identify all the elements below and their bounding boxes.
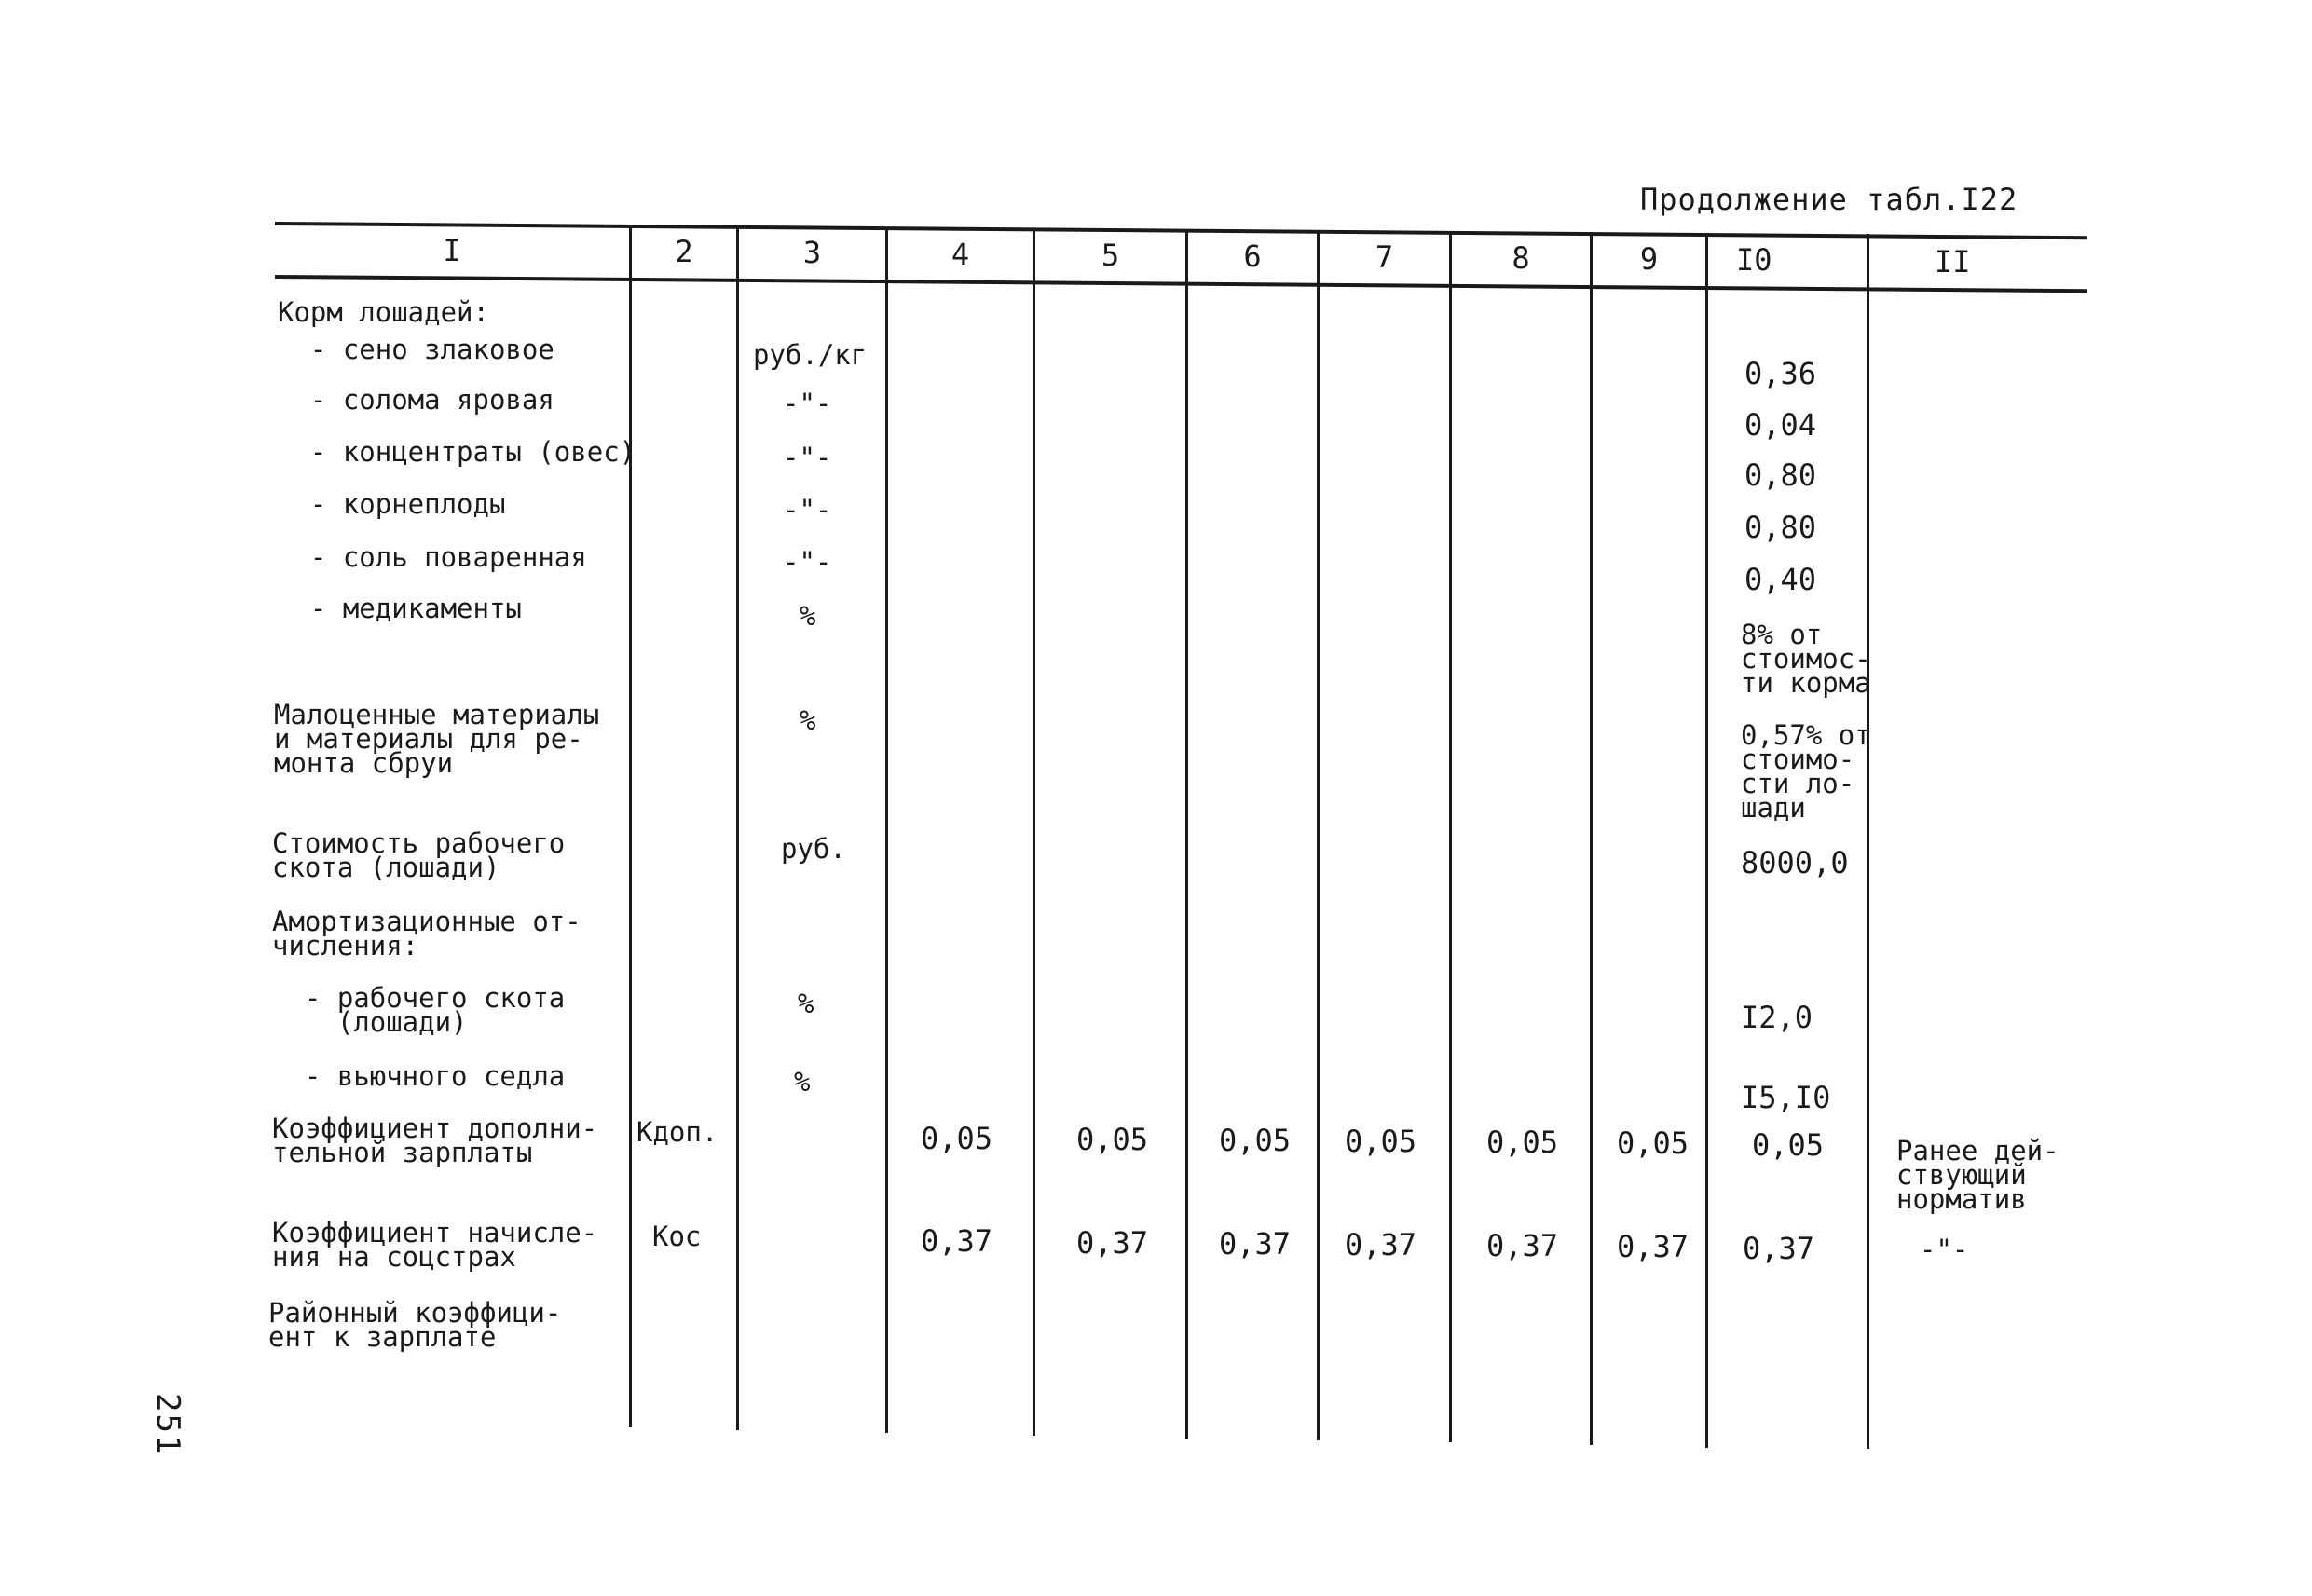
header-cell-col-6: 6 [1243,239,1262,274]
header-cell-col-10: I0 [1736,242,1772,278]
col-divider [1867,234,1869,1449]
row-note-col-11: -"- [1920,1234,1969,1265]
row-unit: % [798,988,814,1019]
row-name: - вьючного седла [272,1060,566,1092]
row-value-col-10: 0,05 [1752,1127,1825,1163]
row-name: Малоценные материалы и материалы для ре- монта сбруи [274,699,600,779]
row-value-col-10: 8% от стоимос- ти корма [1741,619,1871,699]
row-name: Коэффициент начисле- ния на соцстрах [272,1217,598,1273]
row-symbol: Кдоп. [636,1116,718,1148]
row-name: Стоимость рабочего скота (лошади) [272,827,566,883]
row-value-col-10: 8000,0 [1741,845,1849,880]
header-cell-col-8: 8 [1512,240,1530,276]
row-note-col-11: Ранее дей- ствующий норматив [1896,1135,2059,1215]
header-cell-col-1: I [443,233,461,268]
header-cell-col-11: II [1935,244,1971,280]
row-value-col-8: 0,37 [1486,1228,1559,1263]
col-divider [1705,233,1708,1448]
row-value-col-8: 0,05 [1486,1125,1559,1160]
row-value-col-4: 0,37 [921,1223,993,1259]
row-name: - концентраты (овес) [278,436,636,468]
row-name: Амортизационные от- числения: [272,906,581,962]
row-unit: руб. [781,833,846,865]
col-divider [1185,229,1188,1439]
row-value-col-10: 0,37 [1743,1231,1815,1266]
col-divider [736,226,739,1430]
row-unit: -"- [783,546,832,578]
row-name: Районный коэффици- ент к зарплате [268,1297,562,1353]
row-name: - медикаменты [278,593,522,624]
row-value-col-10: 0,80 [1744,510,1817,545]
row-symbol: Кос [652,1221,702,1252]
col-divider [1033,228,1035,1436]
row-unit: % [800,704,816,736]
row-unit: -"- [783,388,832,419]
header-cell-col-5: 5 [1101,238,1120,273]
row-value-col-10: 0,36 [1744,356,1817,391]
col-divider [1590,232,1593,1445]
row-value-col-7: 0,05 [1345,1124,1417,1159]
row-value-col-10: 0,40 [1744,562,1817,597]
row-value-col-6: 0,37 [1219,1226,1292,1262]
row-value-col-10: 0,57% от стоимо- сти ло- шади [1741,719,1871,824]
header-cell-col-9: 9 [1639,241,1659,277]
col-divider [885,227,888,1433]
row-value-col-10: 0,80 [1744,457,1817,493]
row-value-col-5: 0,37 [1076,1225,1149,1261]
col-divider [1317,230,1320,1440]
row-value-col-7: 0,37 [1345,1227,1417,1262]
row-name: - солома яровая [278,384,554,416]
row-name: - соль поваренная [278,541,587,573]
row-unit: -"- [783,442,832,473]
row-unit: -"- [783,494,832,525]
table-caption: Продолжение табл.I22 [1640,182,2018,217]
col-divider [629,225,632,1427]
header-cell-col-3: 3 [802,235,822,270]
row-name: Корм лошадей: [278,296,489,328]
row-value-col-5: 0,05 [1076,1122,1149,1157]
row-unit: % [800,600,816,632]
row-value-col-10: I5,I0 [1741,1080,1831,1115]
row-value-col-9: 0,37 [1617,1229,1690,1264]
page-number: 251 [149,1393,186,1456]
row-unit: % [794,1066,811,1098]
row-name: Коэффициент дополни- тельной зарплаты [272,1112,598,1168]
row-value-col-10: I2,0 [1741,1000,1813,1035]
row-name: - сено злаковое [278,334,554,365]
header-cell-col-4: 4 [951,237,970,272]
col-divider [1449,231,1452,1442]
row-value-col-10: 0,04 [1744,407,1817,443]
row-value-col-6: 0,05 [1219,1123,1292,1158]
row-value-col-4: 0,05 [921,1121,993,1156]
row-name: - рабочего скота (лошади) [304,982,566,1038]
header-cell-col-2: 2 [675,234,693,269]
row-value-col-9: 0,05 [1617,1125,1690,1161]
row-unit: руб./кг [753,339,868,371]
row-name: - корнеплоды [278,488,506,520]
header-cell-col-7: 7 [1375,239,1394,275]
